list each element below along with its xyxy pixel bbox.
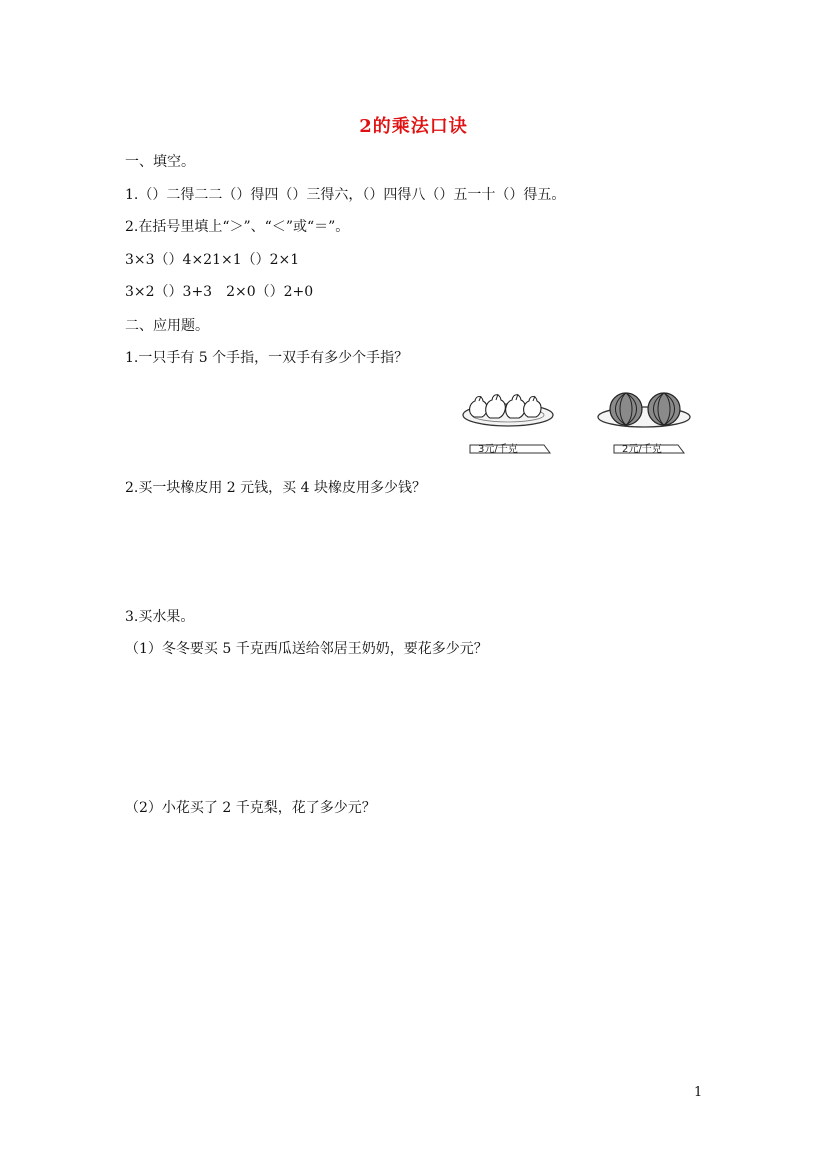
melon-price-tag: 2元/千克 xyxy=(622,444,662,455)
page-number: 1 xyxy=(694,1085,703,1100)
compare-row-2: 3×2（）3+3 2×0（）2+0 xyxy=(125,284,314,300)
question-1-2: 2.在括号里填上“＞”、“＜”或“＝”。 xyxy=(125,219,350,235)
section-application-heading: 二、应用题。 xyxy=(125,318,209,334)
section-fill-blank-heading: 一、填空。 xyxy=(125,154,195,170)
compare-row-1: 3×3（）4×21×1（）2×1 xyxy=(125,252,300,268)
pears-illustration xyxy=(458,385,558,465)
question-1-1: 1.（）二得二二（）得四（）三得六，（）四得八（）五一十（）得五。 xyxy=(125,187,566,203)
pear-price-tag: 3元/千克 xyxy=(478,444,518,455)
problem-3: 3.买水果。 xyxy=(125,609,195,625)
problem-3-part-1: （1）冬冬要买 5 千克西瓜送给邻居王奶奶，要花多少元？ xyxy=(125,641,488,657)
problem-3-part-2: （2）小花买了 2 千克梨，花了多少元？ xyxy=(125,800,376,816)
problem-1: 1.一只手有 5 个手指，一双手有多少个手指？ xyxy=(125,350,409,366)
page-title: 2的乘法口诀 xyxy=(359,116,468,137)
melons-illustration xyxy=(596,385,700,465)
problem-2: 2.买一块橡皮用 2 元钱，买 4 块橡皮用多少钱？ xyxy=(125,480,426,496)
